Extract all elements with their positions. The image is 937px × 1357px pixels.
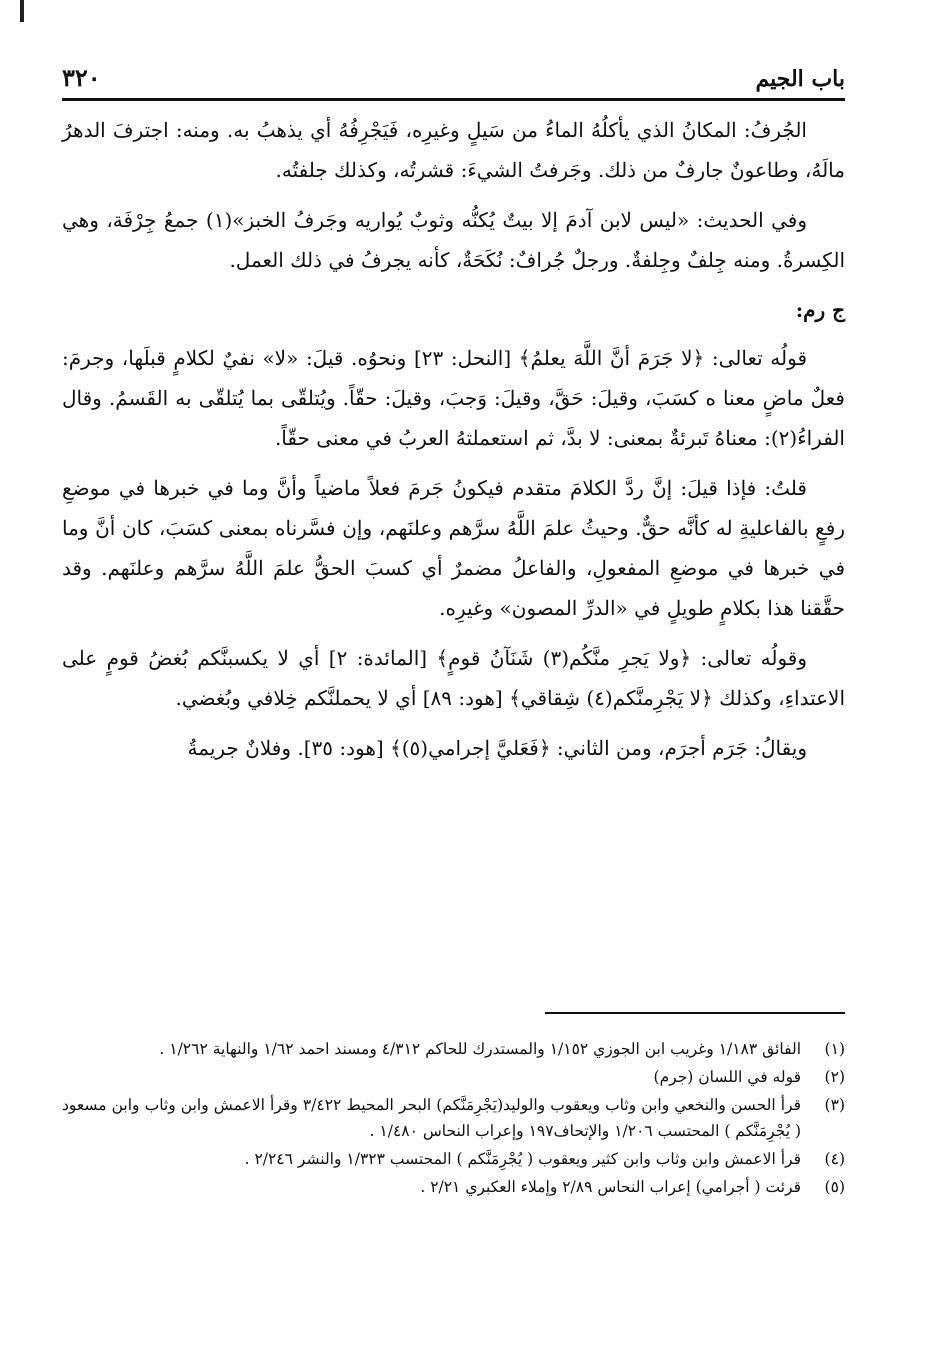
paragraph: قلتُ: فإذا قيلَ: إنَّ ردَّ الكلامَ متقدم فيكونُ جَرمَ فعلاً ماضياً وأنَّ وما في خبرها في موضعِ رفعٍ بالفاعليةِ له كأنَّه حقٌّ. وحيثُ علمَ اللَّهُ سرَّهم وعلنَهم، وإن فسَّرناه بمعنى كسَبَ، كان أنَّ وما في خبرها في موضعِ المفعولِ، والفاعلُ مضمرٌ أي كسبَ الحقُّ علمَ اللَّهُ سرَّهم وعلنَهم. وقد حقَّقنا هذا بكلامٍ طويلٍ في «الدرِّ المصون» وغيرِه. xyxy=(62,476,845,620)
page-header xyxy=(62,50,845,101)
footnote xyxy=(62,1036,845,1062)
main-text xyxy=(62,110,845,778)
paragraph: ويقالُ: جَرَم أجرَم، ومن الثاني: ﴿فَعَليَّ إجرامي(٥)﴾ [هود: ٣٥]. وفلانٌ جريمةُ xyxy=(187,736,807,760)
footnote-text: قرأ الحسن والنخعي وابن وثاب ويعقوب والوليد(يَجْرِمَنَّكم) البحر المحيط ٣/٤٢٢ وقرأ الاعمش وابن وثاب وابن مسعود ( يُجْرِمَنَّكم ) المحتسب ١/٢٠٦ والإتحاف١٩٧ وإعراب النحاس ١/٤٨٠ . xyxy=(62,1096,801,1140)
footnote-number: (٢) xyxy=(824,1068,845,1086)
footnote-separator xyxy=(545,1012,845,1014)
footnote xyxy=(62,1092,845,1144)
paragraph: وفي الحديث: «ليس لابن آدمَ إلا بيتٌ يُكنُّه وثوبٌ يُواريه وجَرفُ الخبز»(١) جمعُ جِرْفَة، وهي الكِسرةُ. ومنه جِلفٌ وجِلفةٌ. ورجلٌ جُرافٌ: نُكَحَةٌ، كأنه يجرفُ في ذلك العمل. xyxy=(62,208,845,272)
root-heading: ج رم: xyxy=(795,298,845,322)
footnote xyxy=(62,1146,845,1172)
footnote-number: (٣) xyxy=(824,1096,845,1114)
paragraph: وقولُه تعالى: ﴿ولا يَجرِ منَّكُم(٣) شَنَآنُ قومٍ﴾ [المائدة: ٢] أي لا يكسبنَّكم بُغضُ قومٍ على الاعتداءِ، وكذلك ﴿لا يَجْرِمنَّكم(٤) شِقاقي﴾ [هود: ٨٩] أي لا يحملنَّكم خِلافي وبُغضي. xyxy=(62,646,845,710)
paragraph: قولُه تعالى: ﴿لا جَرَمَ أنَّ اللَّهَ يعلمُ﴾ [النحل: ٢٣] ونحوُه. قيلَ: «لا» نفيٌ لكلامٍ قبلَها، وجرمَ: فعلٌ ماضٍ معنا ه كسَبَ، وقيلَ: حَقَّ، وقيلَ: وَجبَ، وقيلَ: حقّاً. ويُتلقّى بما يُتلقّى به القَسمُ. وقال الفراءُ(٢): معناهُ تَبرئةٌ بمعنى: لا بدَّ، ثم استعملتهُ العربُ في معنى حقّاً. xyxy=(62,346,845,450)
footnotes xyxy=(62,1036,845,1202)
paragraph: الجُرفُ: المكانُ الذي يأكلُهُ الماءُ من سَيلٍ وغيرِه، فَيَجْرِفُهُ أي يذهبُ به. ومنه: اجترفَ الدهرُ مالَهُ، وطاعونٌ جارفٌ من ذلك. وجَرفتُ الشيءَ: قشرتُه، وكذلك جلفتُه. xyxy=(62,118,845,182)
chapter-title: باب الجيم xyxy=(755,66,845,92)
footnote-text: قرأ الاعمش وابن وثاب وابن كثير ويعقوب ( يُجْرِمَنَّكم ) المحتسب ١/٣٢٣ والنشر ٢/٢٤٦ . xyxy=(244,1150,801,1168)
footnote-number: (٤) xyxy=(824,1150,845,1168)
footnote xyxy=(62,1064,845,1090)
footnote-text: قرئت ( أجرامي) إعراب النحاس ٢/٨٩ وإملاء العكبري ٢/٢١ . xyxy=(420,1178,801,1196)
page-number: ٣٢٠ xyxy=(62,63,101,92)
footnote-text: الفائق ١/١٨٣ وغريب ابن الجوزي ١/١٥٢ والمستدرك للحاكم ٤/٣١٢ ومسند احمد ١/٦٢ والنهاية ١/٢٦٢ . xyxy=(159,1040,801,1058)
footnote xyxy=(62,1174,845,1200)
footnote-number: (٥) xyxy=(824,1178,845,1196)
footnote-number: (١) xyxy=(824,1040,845,1058)
scan-edge-mark xyxy=(20,0,24,22)
footnote-text: قوله في اللسان (جرم) xyxy=(653,1068,801,1086)
